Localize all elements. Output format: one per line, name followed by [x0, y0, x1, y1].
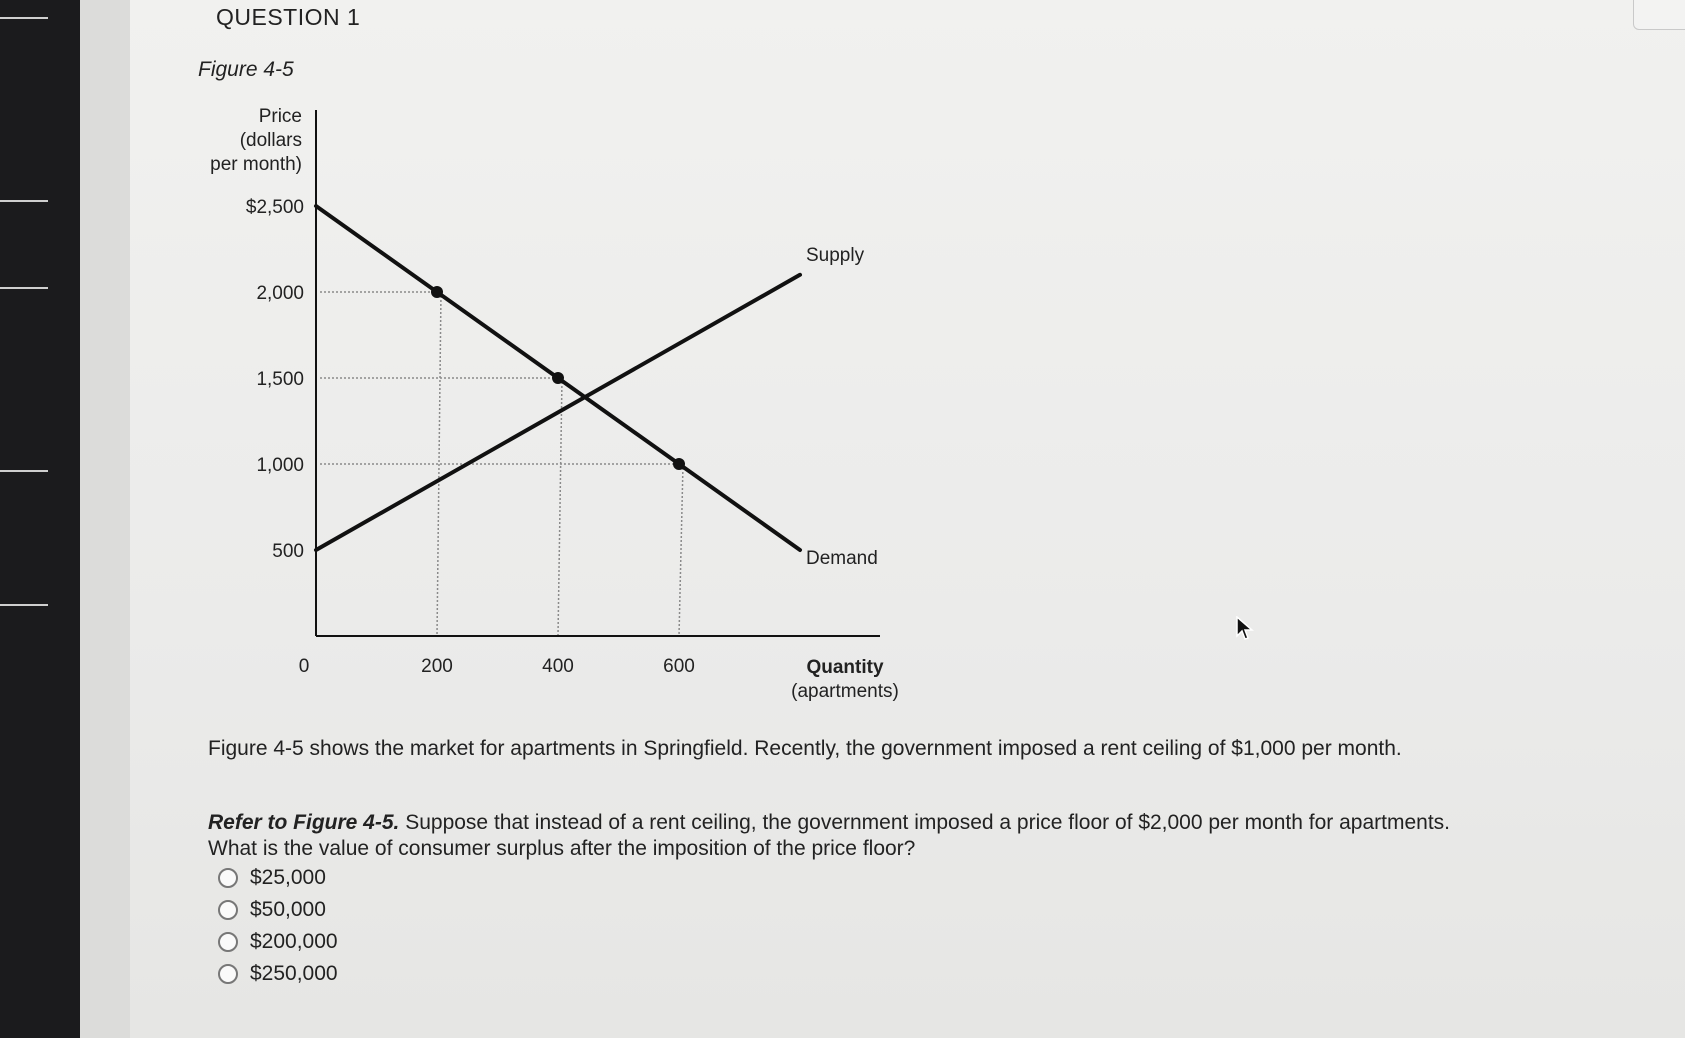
answer-label: $250,000 — [250, 962, 338, 985]
page-gutter — [80, 0, 130, 1038]
data-point — [552, 372, 564, 384]
supply-curve — [316, 275, 800, 550]
y-axis-label — [210, 106, 302, 175]
x-tick-label: 200 — [421, 656, 453, 677]
figure-caption: Figure 4-5 shows the market for apartments in Springfield. Recently, the government imposed a rent ceiling of $1,000 per month. — [208, 737, 1402, 760]
mouse-pointer-icon — [1236, 616, 1254, 642]
sidebar-marker — [0, 17, 48, 19]
x-tick-label: 400 — [542, 656, 574, 677]
corner-panel[interactable] — [1633, 0, 1685, 30]
guide-lines — [320, 292, 683, 636]
x-tick-labels — [299, 656, 695, 677]
y-tick-label: 500 — [272, 541, 304, 562]
y-axis-label-line: Price — [258, 106, 302, 127]
y-tick-label: 2,000 — [256, 283, 304, 304]
y-tick-label: 1,000 — [256, 455, 304, 476]
sidebar-marker — [0, 470, 48, 472]
y-tick-labels — [246, 197, 304, 562]
supply-curve-label: Supply — [806, 244, 865, 266]
y-axis-label-line: per month) — [210, 154, 302, 175]
answer-option[interactable] — [218, 894, 338, 926]
y-axis-label-line: (dollars — [239, 130, 302, 151]
answer-options — [218, 862, 338, 990]
answer-option[interactable] — [218, 862, 338, 894]
supply-demand-chart — [180, 100, 940, 710]
radio-button[interactable] — [218, 964, 238, 984]
radio-button[interactable] — [218, 868, 238, 888]
chart-axes — [316, 110, 880, 636]
answer-option[interactable] — [218, 958, 338, 990]
answer-label: $200,000 — [250, 930, 338, 953]
answer-label: $25,000 — [250, 866, 326, 889]
demand-curve-label: Demand — [806, 548, 878, 569]
sidebar-marker — [0, 287, 48, 289]
data-point — [673, 458, 685, 470]
answer-option[interactable] — [218, 926, 338, 958]
x-tick-label: 0 — [298, 656, 310, 677]
sidebar-marker — [0, 604, 48, 606]
figure-label: Figure 4-5 — [198, 58, 294, 81]
question-title: QUESTION 1 — [216, 4, 361, 30]
y-tick-label: 1,500 — [256, 369, 304, 390]
guide-line — [679, 464, 683, 636]
y-tick-label: $2,500 — [245, 197, 304, 218]
sidebar-marker — [0, 200, 48, 202]
radio-button[interactable] — [218, 900, 238, 920]
answer-label: $50,000 — [250, 898, 326, 921]
x-axis-label-line: (apartments) — [791, 681, 899, 702]
chart-series — [316, 206, 878, 569]
question-text: Suppose that instead of a rent ceiling, the government imposed a price floor of $2,000 per month for apartments. What is the value of consumer surplus after the imposition of the price floor? — [208, 811, 1450, 860]
x-axis-label — [791, 657, 899, 702]
question-prompt — [208, 810, 1458, 862]
guide-line — [558, 378, 562, 636]
data-point — [431, 286, 443, 298]
radio-button[interactable] — [218, 932, 238, 952]
x-axis-label-line: Quantity — [806, 657, 884, 678]
left-sidebar — [0, 0, 80, 1038]
x-tick-label: 600 — [663, 656, 695, 677]
figure-reference: Refer to Figure 4-5. — [208, 811, 400, 834]
